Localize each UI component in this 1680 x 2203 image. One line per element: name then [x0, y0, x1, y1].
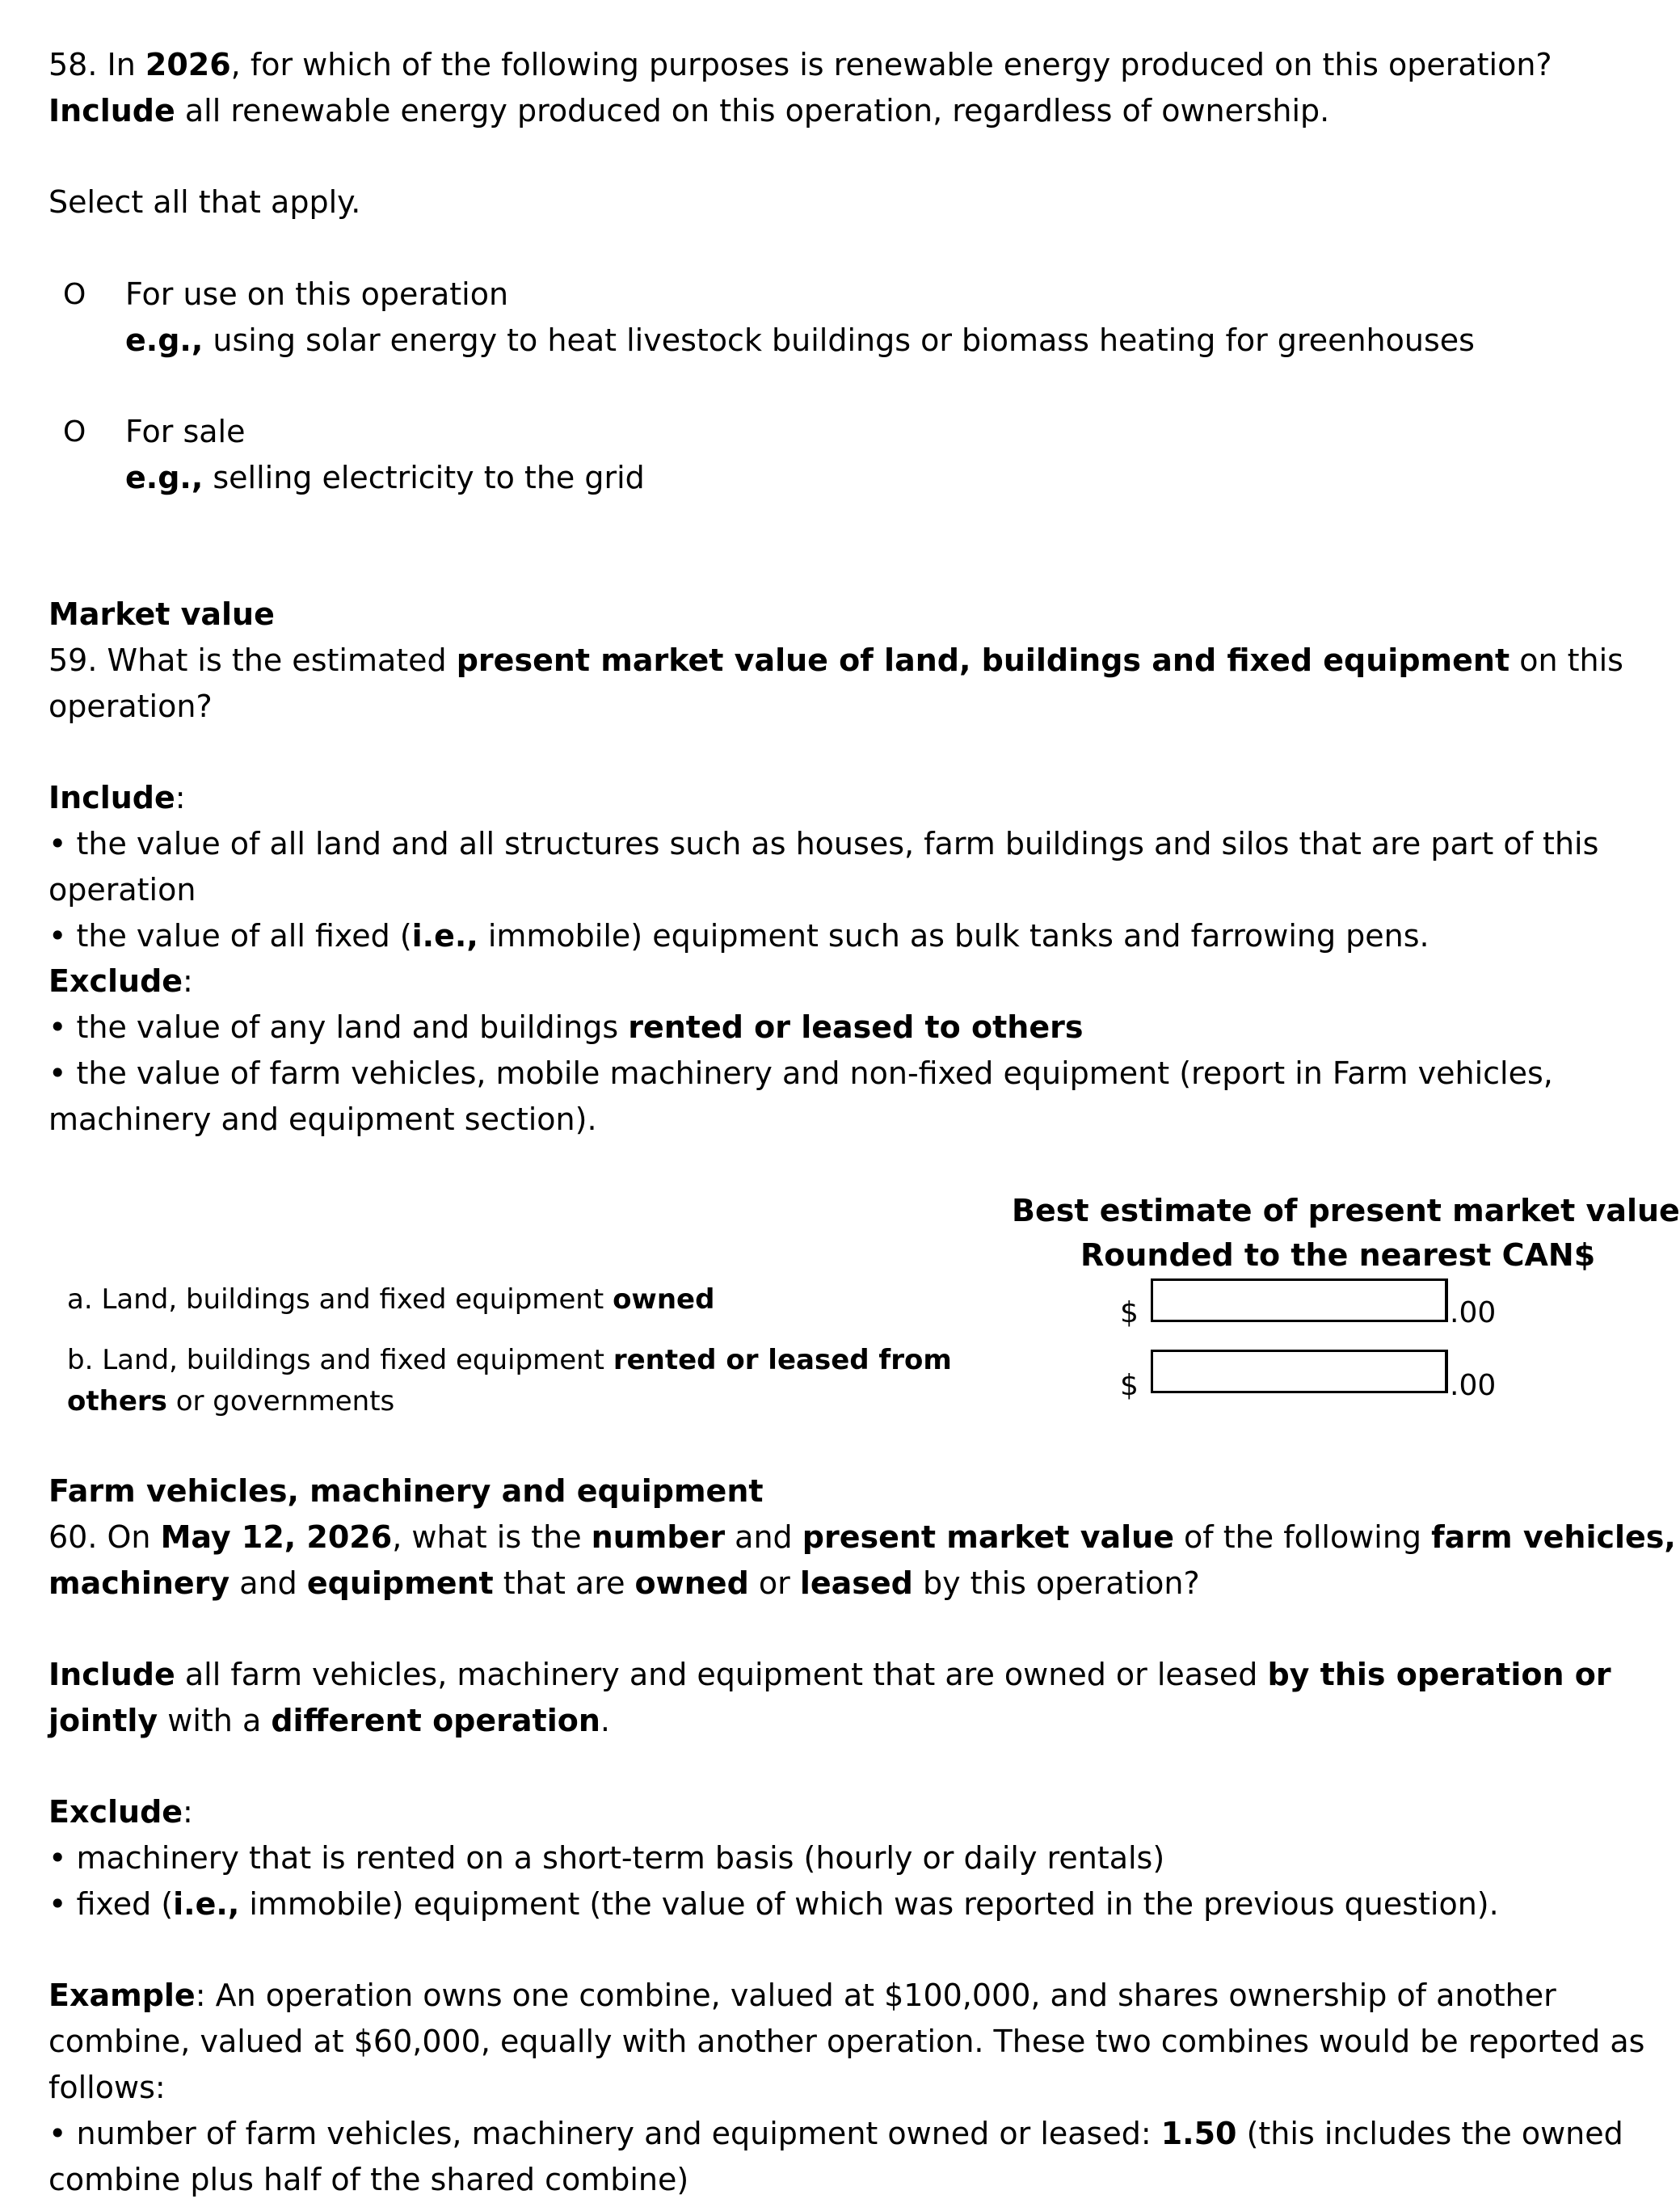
radio-option-use-on-operation[interactable]: O — [63, 278, 86, 311]
row-b-value-input[interactable] — [1151, 1350, 1448, 1393]
radio-option-for-sale[interactable]: O — [63, 415, 86, 449]
option-for-sale-example: e.g., selling electricity to the grid — [125, 460, 645, 495]
option-for-sale-label: For sale — [125, 414, 246, 449]
q59-include-item-1-cont: operation — [48, 872, 196, 908]
row-b-currency: $ — [1120, 1369, 1139, 1402]
example-bullet-1: • number of farm vehicles, machinery and equipment owned or leased: 1.50 (this includes the owned — [48, 2116, 1623, 2151]
q60-line1: 60. On May 12, 2026, what is the number and present market value of the following farm vehicles, — [48, 1519, 1676, 1555]
q59-line1: 59. What is the estimated present market value of land, buildings and fixed equipment on this — [48, 642, 1623, 678]
row-a-cents: .00 — [1450, 1296, 1497, 1329]
column-header-estimate: Best estimate of present market value — [1012, 1193, 1680, 1228]
q60-include-line2: jointly with a different operation. — [48, 1703, 610, 1738]
row-b-label-cont: others or governments — [67, 1385, 395, 1417]
option-use-on-operation-example: e.g., using solar energy to heat livestock buildings or biomass heating for greenhouses — [125, 322, 1475, 358]
example-line3: follows: — [48, 2070, 166, 2105]
row-a-currency: $ — [1120, 1296, 1139, 1329]
q60-exclude-item-1: • machinery that is rented on a short-term basis (hourly or daily rentals) — [48, 1840, 1165, 1876]
q59-exclude-item-1: • the value of any land and buildings rented or leased to others — [48, 1009, 1084, 1045]
row-b-label: b. Land, buildings and fixed equipment rented or leased from — [67, 1344, 952, 1376]
q59-include-label: Include: — [48, 780, 186, 815]
example-line2: combine, valued at $60,000, equally with another operation. These two combines would be reported as — [48, 2024, 1645, 2059]
q60-line2: machinery and equipment that are owned or leased by this operation? — [48, 1565, 1200, 1601]
q59-exclude-item-2-cont: machinery and equipment section). — [48, 1102, 597, 1137]
farm-vehicles-heading: Farm vehicles, machinery and equipment — [48, 1473, 764, 1509]
q59-line2: operation? — [48, 689, 213, 724]
q59-include-item-2: • the value of all fixed (i.e., immobile) equipment such as bulk tanks and farrowing pens. — [48, 918, 1429, 954]
q59-exclude-label: Exclude: — [48, 963, 193, 999]
q58-line2: Include all renewable energy produced on this operation, regardless of ownership. — [48, 93, 1330, 128]
example-bullet-1-cont: combine plus half of the shared combine) — [48, 2162, 689, 2197]
market-value-heading: Market value — [48, 596, 275, 632]
q58-select-all: Select all that apply. — [48, 184, 361, 220]
q60-exclude-label: Exclude: — [48, 1794, 193, 1830]
column-header-rounding: Rounded to the nearest CAN$ — [1080, 1237, 1596, 1273]
q60-include-line1: Include all farm vehicles, machinery and equipment that are owned or leased by this operation or — [48, 1657, 1611, 1692]
row-a-value-input[interactable] — [1151, 1278, 1448, 1322]
q58-line1: 58. In 2026, for which of the following purposes is renewable energy produced on this operation? — [48, 47, 1552, 82]
option-use-on-operation-label: For use on this operation — [125, 276, 509, 312]
q59-exclude-item-2: • the value of farm vehicles, mobile machinery and non-fixed equipment (report in Farm vehicles, — [48, 1055, 1553, 1091]
q60-exclude-item-2: • fixed (i.e., immobile) equipment (the value of which was reported in the previous question). — [48, 1886, 1499, 1922]
row-a-label: a. Land, buildings and fixed equipment owned — [67, 1283, 715, 1316]
example-line1: Example: An operation owns one combine, valued at $100,000, and shares ownership of another — [48, 1978, 1556, 2013]
row-b-cents: .00 — [1450, 1369, 1497, 1402]
q59-include-item-1: • the value of all land and all structures such as houses, farm buildings and silos that are part of this — [48, 826, 1599, 861]
